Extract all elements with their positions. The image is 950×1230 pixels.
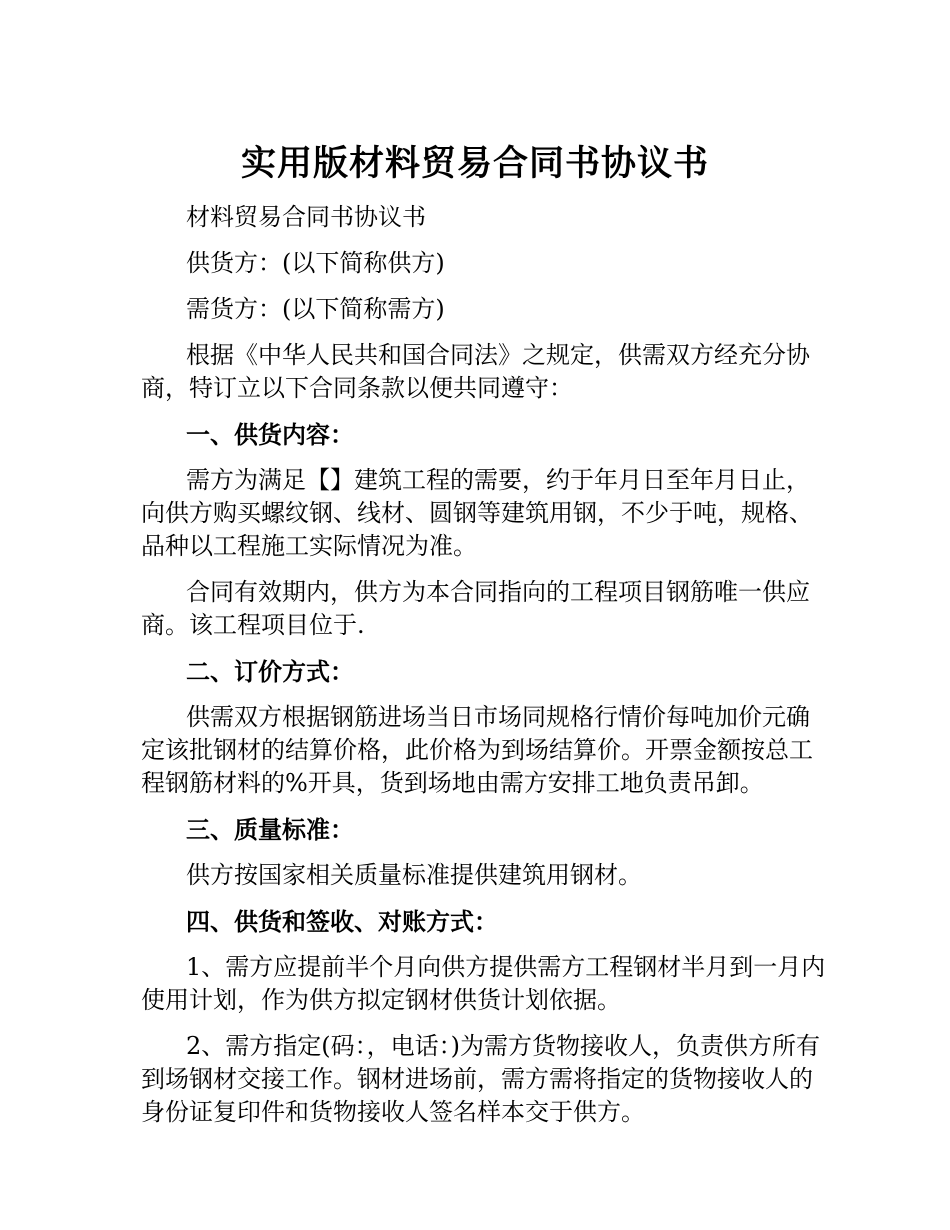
paragraph-quality: 供方按国家相关质量标准提供建筑用钢材。	[186, 861, 642, 889]
section-heading-supply-content: 一、供货内容：	[186, 420, 354, 449]
document-title: 实用版材料贸易合同书协议书	[240, 143, 709, 185]
paragraph-buyer: 需货方：(以下简称需方)	[186, 295, 445, 323]
document-body	[141, 201, 831, 1142]
paragraph-preamble: 根据《中华人民共和国合同法》之规定，供需双方经充分协商，特订立以下合同条款以便共同遵守：	[141, 341, 810, 402]
paragraph-pricing: 供需双方根据钢筋进场当日市场同规格行情价每吨加价元确定该批钢材的结算价格，此价格为到场结算价。开票金额按总工程钢筋材料的%开具，货到场地由需方安排工地负责吊卸。	[141, 703, 813, 797]
paragraph-receiver: 2、需方指定(码：，电话：)为需方货物接收人，负责供方所有到场钢材交接工作。钢材进场前，需方需将指定的货物接收人的身份证复印件和货物接收人签名样本交于供方。	[141, 1032, 820, 1126]
section-heading-delivery: 四、供货和签收、对账方式：	[186, 907, 498, 936]
paragraph-supplier: 供货方：(以下简称供方)	[186, 249, 445, 277]
paragraph-supply-content: 需方为满足【】建筑工程的需要，约于年月日至年月日止，向供方购买螺纹钢、线材、圆钢等建筑用钢，不少于吨，规格、品种以工程施工实际情况为准。	[141, 466, 813, 560]
section-heading-quality: 三、质量标准：	[186, 815, 354, 844]
section-heading-pricing: 二、订价方式：	[186, 657, 354, 686]
paragraph-subtitle: 材料贸易合同书协议书	[186, 203, 426, 231]
paragraph-delivery-plan: 1、需方应提前半个月向供方提供需方工程钢材半月到一月内使用计划，作为供方拟定钢材供货计划依据。	[141, 953, 826, 1014]
paragraph-sole-supplier: 合同有效期内，供方为本合同指向的工程项目钢筋唯一供应商。该工程项目位于.	[141, 578, 810, 639]
